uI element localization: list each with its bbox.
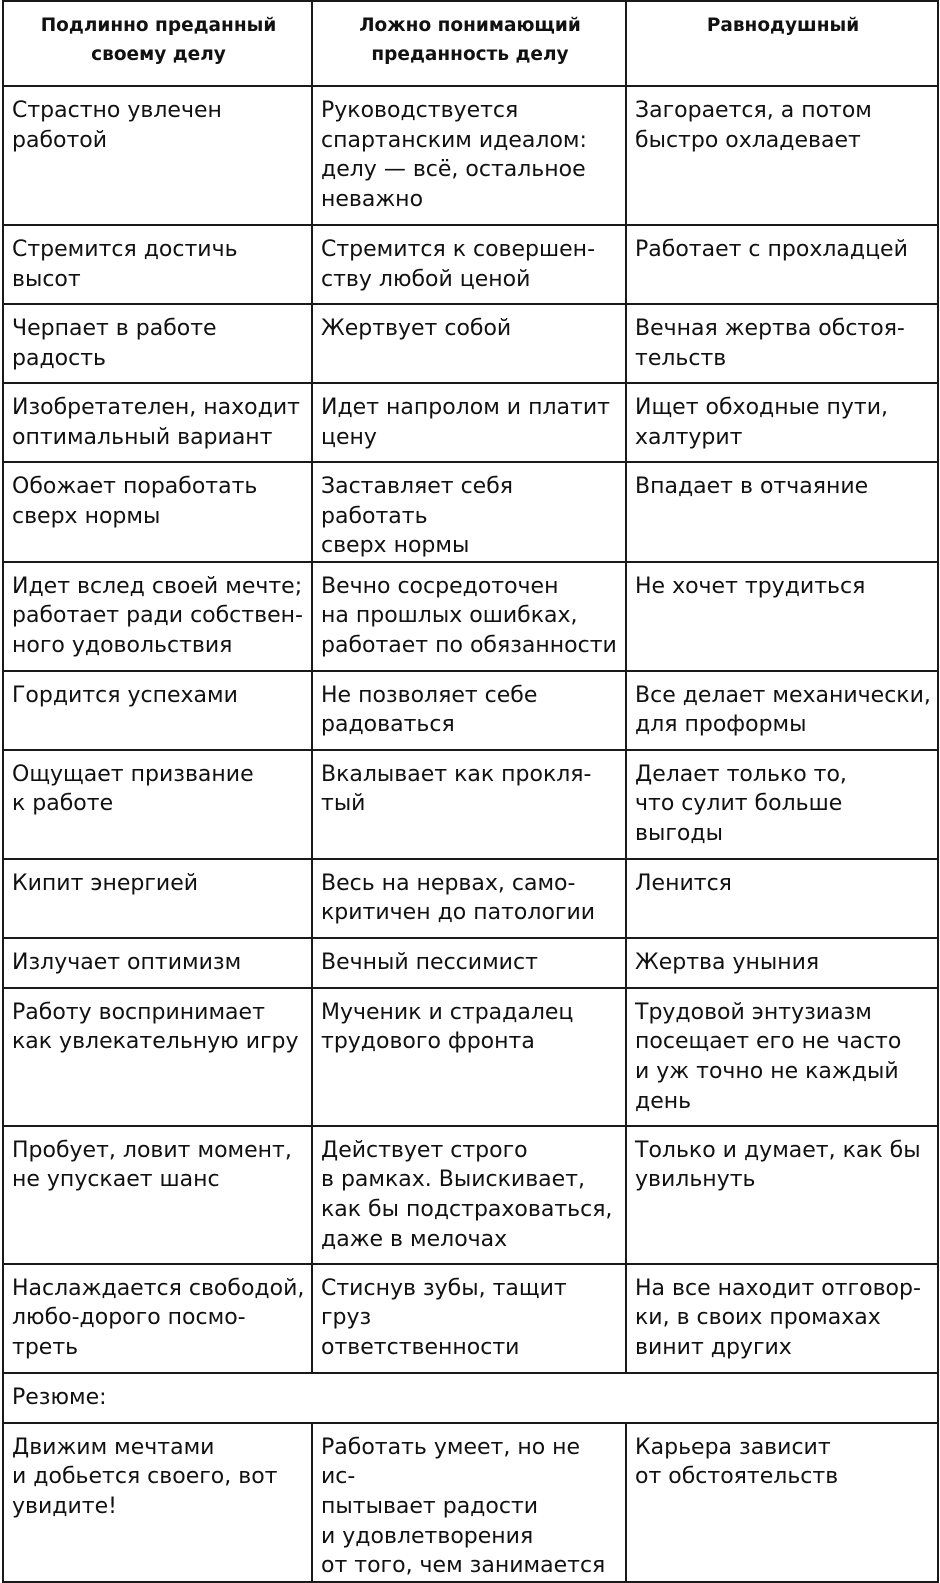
table-cell: Гордится успехами bbox=[3, 671, 312, 750]
column-header-devoted: Подлинно преданный своему делу bbox=[3, 1, 312, 86]
table-cell: На все находит отговор- ки, в своих промахах винит других bbox=[626, 1264, 938, 1373]
table-cell: Работает с прохладцей bbox=[626, 225, 938, 304]
column-header-false-devotion: Ложно понимающий преданность делу bbox=[312, 1, 626, 86]
table-cell: Излучает оптимизм bbox=[3, 938, 312, 988]
table-cell: Идет вслед своей мечте; работает ради собствен- ного удовольствия bbox=[3, 562, 312, 671]
table-cell: Заставляет себя работать сверх нормы bbox=[312, 462, 626, 562]
table-row bbox=[3, 859, 938, 938]
table-cell: Загорается, а потом быстро охладевает bbox=[626, 86, 938, 225]
table-row bbox=[3, 86, 938, 225]
table-cell: Делает только то, что сулит больше выгоды bbox=[626, 750, 938, 859]
table-row bbox=[3, 938, 938, 988]
column-header-indifferent: Равнодушный bbox=[626, 1, 938, 86]
table-cell: Вечный пессимист bbox=[312, 938, 626, 988]
table-row bbox=[3, 562, 938, 671]
table-row bbox=[3, 988, 938, 1126]
table-cell: Обожает поработать сверх нормы bbox=[3, 462, 312, 562]
table-cell: Страстно увлечен работой bbox=[3, 86, 312, 225]
table-cell: Ищет обходные пути, халтурит bbox=[626, 383, 938, 462]
table-cell: Черпает в работе радость bbox=[3, 304, 312, 383]
table-row bbox=[3, 750, 938, 859]
table-cell: Вкалывает как прокля- тый bbox=[312, 750, 626, 859]
summary-label-row bbox=[3, 1373, 938, 1423]
table-cell: Ленится bbox=[626, 859, 938, 938]
table-cell: Весь на нервах, само- критичен до патологии bbox=[312, 859, 626, 938]
table-cell: Стиснув зубы, тащит груз ответственности bbox=[312, 1264, 626, 1373]
header-row bbox=[3, 1, 938, 86]
summary-row bbox=[3, 1423, 938, 1582]
table-cell: Стремится достичь высот bbox=[3, 225, 312, 304]
table-cell: Мученик и страдалец трудового фронта bbox=[312, 988, 626, 1126]
table-cell: Кипит энергией bbox=[3, 859, 312, 938]
table-row bbox=[3, 225, 938, 304]
summary-label: Резюме: bbox=[3, 1373, 938, 1423]
table-cell: Только и думает, как бы увильнуть bbox=[626, 1126, 938, 1264]
table-cell: Не хочет трудиться bbox=[626, 562, 938, 671]
table-cell: Жертва уныния bbox=[626, 938, 938, 988]
table-cell: Движим мечтами и добьется своего, вот увидите! bbox=[3, 1423, 312, 1582]
table-row bbox=[3, 1126, 938, 1264]
table-cell: Жертвует собой bbox=[312, 304, 626, 383]
table-cell: Наслаждается свободой, любо-дорого посмо- треть bbox=[3, 1264, 312, 1373]
table-cell: Действует строго в рамках. Выискивает, как бы подстраховаться, даже в мелочах bbox=[312, 1126, 626, 1264]
table-row bbox=[3, 462, 938, 562]
table-cell: Работать умеет, но не ис- пытывает радости и удовлетворения от того, чем занимается bbox=[312, 1423, 626, 1582]
table-cell: Все делает механически, для проформы bbox=[626, 671, 938, 750]
table-row bbox=[3, 304, 938, 383]
table-cell: Работу воспринимает как увлекательную игру bbox=[3, 988, 312, 1126]
comparison-table bbox=[2, 0, 939, 1583]
table-cell: Впадает в отчаяние bbox=[626, 462, 938, 562]
table-row bbox=[3, 671, 938, 750]
table-cell: Вечная жертва обстоя- тельств bbox=[626, 304, 938, 383]
table-cell: Ощущает призвание к работе bbox=[3, 750, 312, 859]
table-cell: Не позволяет себе радоваться bbox=[312, 671, 626, 750]
table-cell: Стремится к совершен- ству любой ценой bbox=[312, 225, 626, 304]
table-cell: Вечно сосредоточен на прошлых ошибках, работает по обязанности bbox=[312, 562, 626, 671]
table-row bbox=[3, 383, 938, 462]
table-cell: Пробует, ловит момент, не упускает шанс bbox=[3, 1126, 312, 1264]
table-cell: Руководствуется спартанским идеалом: делу — всё, остальное неважно bbox=[312, 86, 626, 225]
table-cell: Идет напролом и платит цену bbox=[312, 383, 626, 462]
table-cell: Карьера зависит от обстоятельств bbox=[626, 1423, 938, 1582]
table-row bbox=[3, 1264, 938, 1373]
table-cell: Трудовой энтузиазм посещает его не часто и уж точно не каждый день bbox=[626, 988, 938, 1126]
table-cell: Изобретателен, находит оптимальный вариант bbox=[3, 383, 312, 462]
